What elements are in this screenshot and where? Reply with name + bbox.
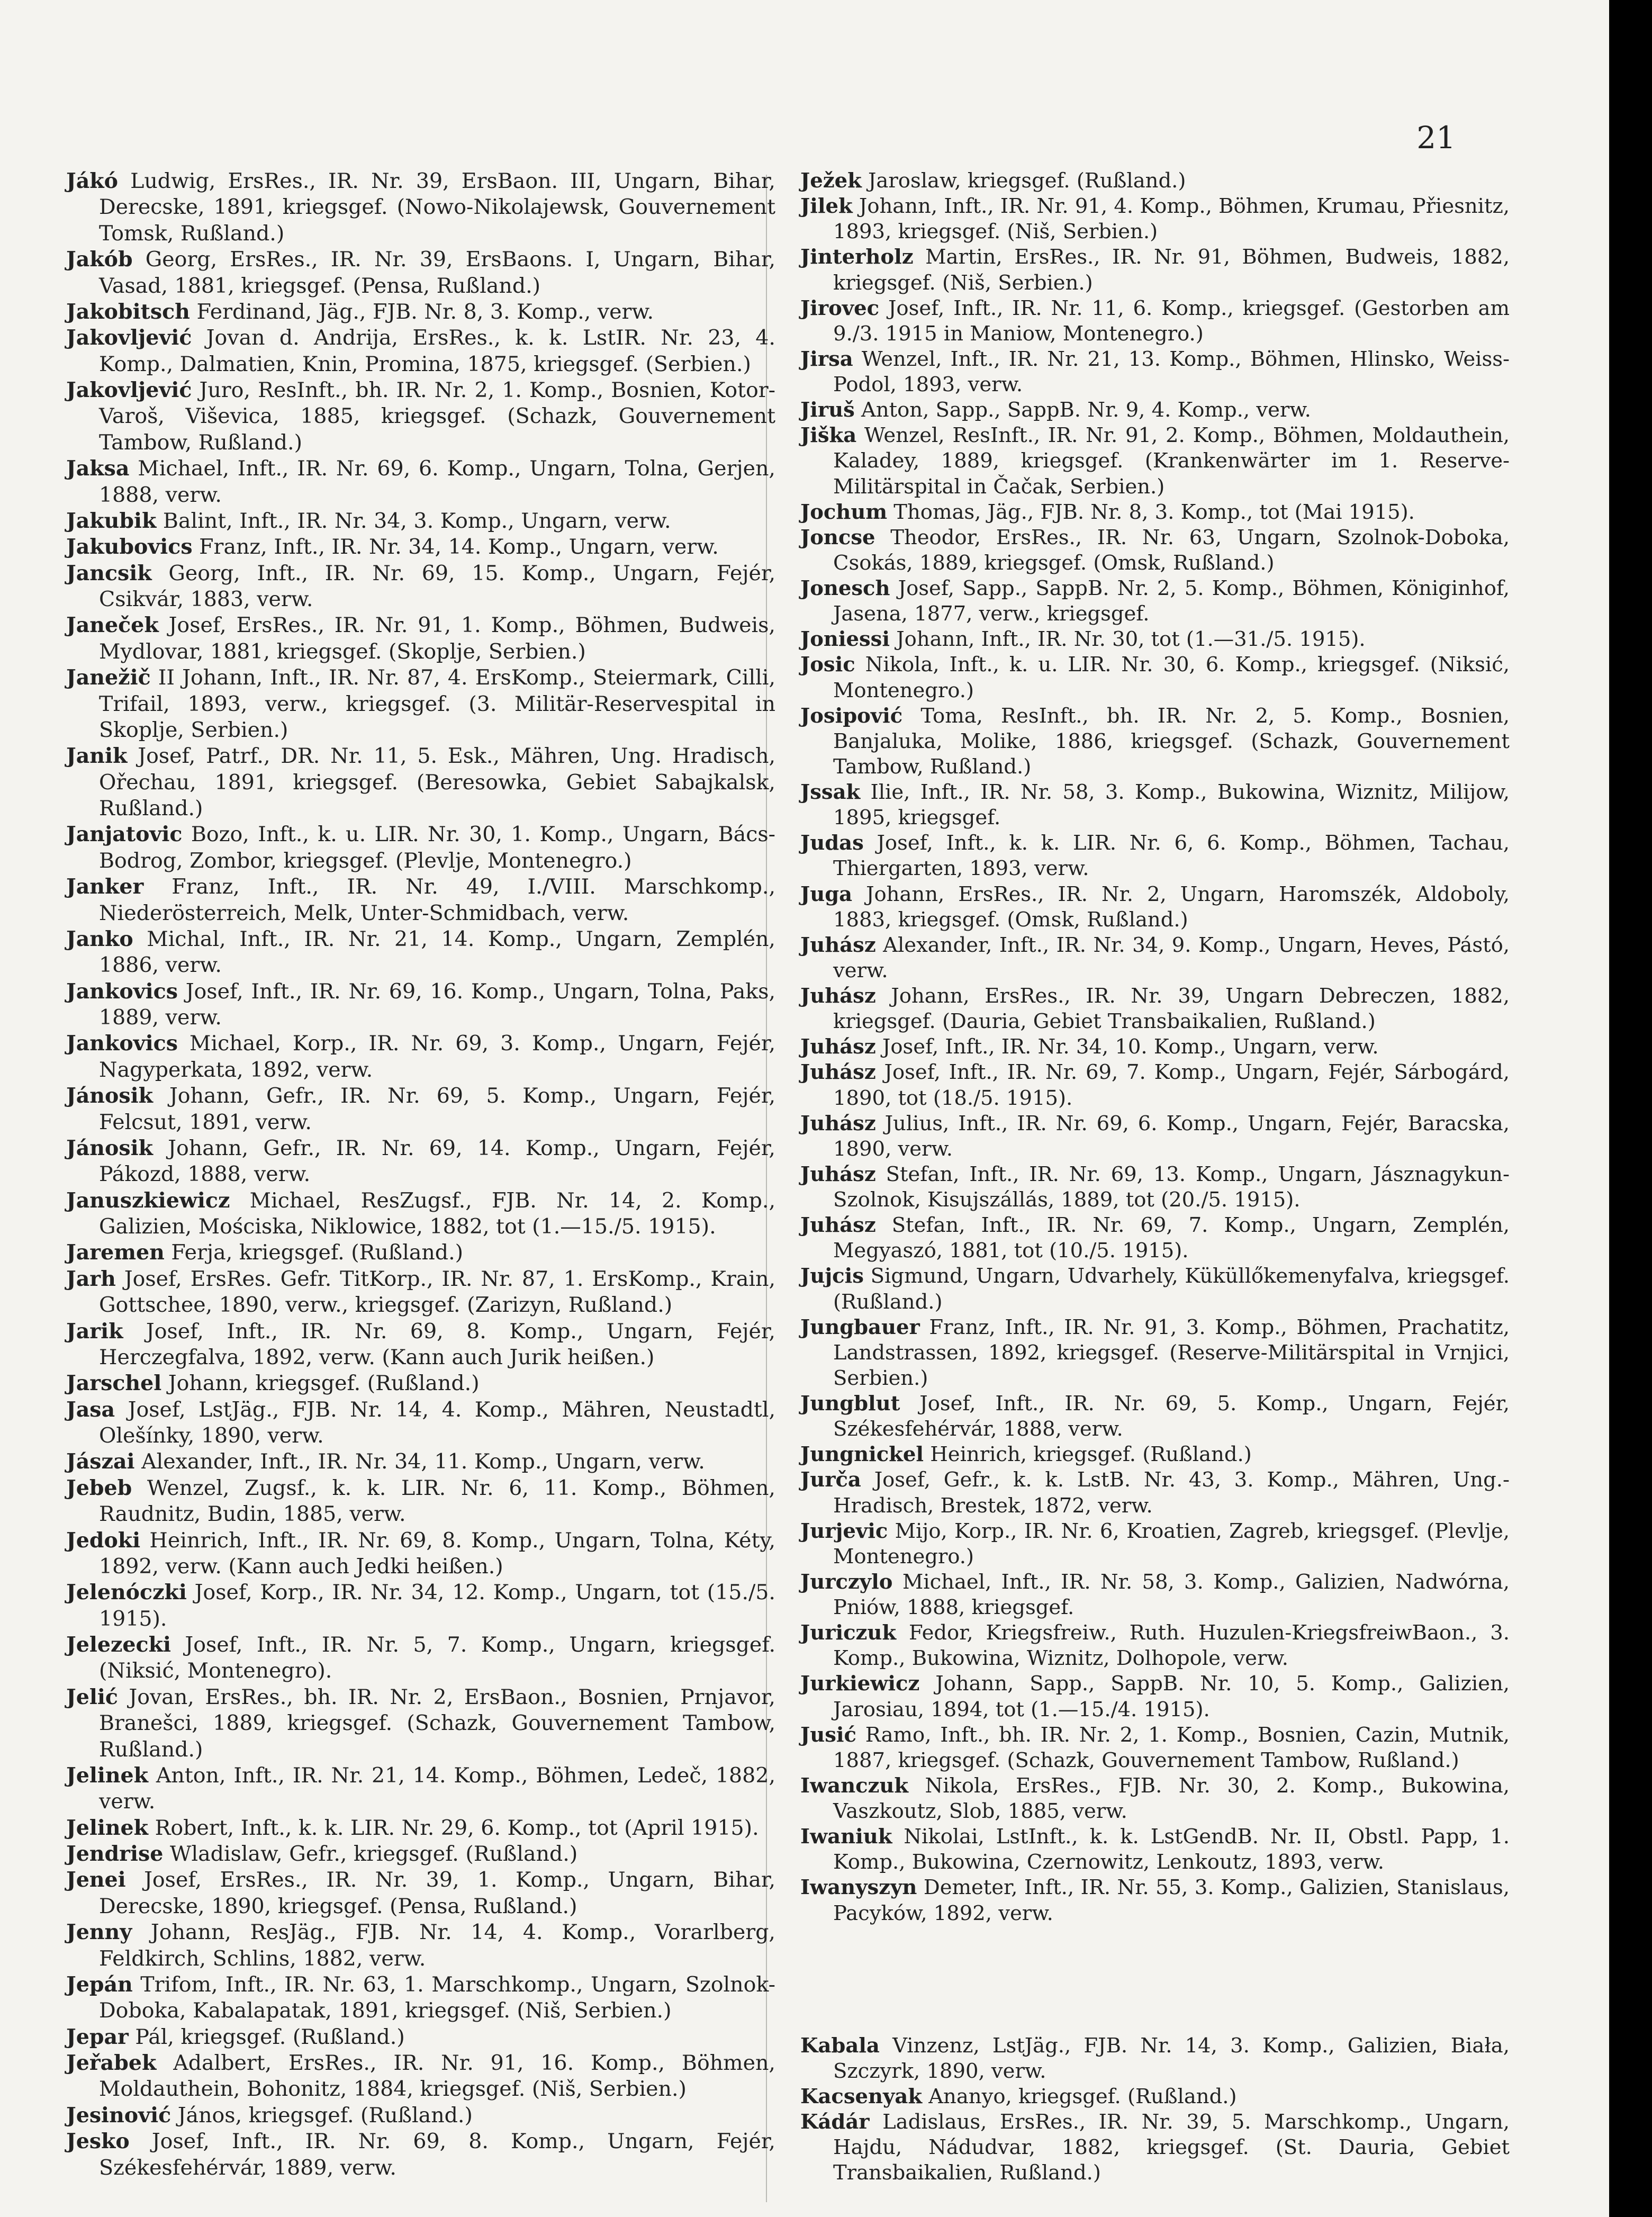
- register-entry: [66, 1475, 775, 1528]
- register-entry: [66, 1240, 775, 1266]
- register-entry: [66, 2050, 775, 2103]
- entry-details: Heinrich, Inft., IR. Nr. 69, 8. Komp., Ungarn, Tolna, Kéty, 1892, verw. (Kann auch Jedki heißen.): [99, 1528, 775, 1579]
- entry-surname: Jiška: [800, 423, 857, 448]
- entry-surname: Jakubik: [66, 508, 157, 533]
- entry-surname: Ježek: [800, 169, 862, 193]
- entry-surname: Janeček: [66, 613, 159, 638]
- register-entry: [800, 2033, 1510, 2084]
- register-entry: [66, 561, 775, 613]
- register-entry: [66, 325, 775, 377]
- register-entry: [800, 1213, 1510, 1264]
- register-entry: [66, 743, 775, 822]
- entry-details: Julius, Inft., IR. Nr. 69, 6. Komp., Ungarn, Fejér, Baracska, 1890, verw.: [833, 1111, 1510, 1161]
- entry-details: Franz, Inft., IR. Nr. 34, 14. Komp., Ungarn, verw.: [192, 535, 719, 560]
- entry-surname: Janežič: [66, 665, 151, 690]
- entry-surname: Jakubovics: [66, 535, 193, 560]
- entry-details: Robert, Inft., k. k. LIR. Nr. 29, 6. Komp., tot (April 1915).: [148, 1815, 759, 1840]
- entry-surname: Juhász: [800, 1213, 876, 1238]
- entry-details: Jovan, ErsRes., bh. IR. Nr. 2, ErsBaon., Bosnien, Prnjavor, Branešci, 1889, kriegsgef. (Schazk, Gouvernement Tambow, Rußland.): [99, 1684, 775, 1762]
- entry-surname: Jákó: [66, 169, 118, 193]
- entry-surname: Juhász: [800, 984, 876, 1008]
- entry-details: Ilie, Inft., IR. Nr. 58, 3. Komp., Bukowina, Wiznitz, Milijow, 1895, kriegsgef.: [833, 780, 1510, 830]
- register-entry: [66, 874, 775, 926]
- entry-surname: Jarik: [66, 1319, 123, 1344]
- entry-surname: Juhász: [800, 1162, 876, 1186]
- entry-surname: Juhász: [800, 1060, 876, 1085]
- entry-surname: Jankovics: [66, 1031, 178, 1056]
- register-entry: [800, 1111, 1510, 1162]
- entry-details: Ludwig, ErsRes., IR. Nr. 39, ErsBaon. III, Ungarn, Bihar, Derecske, 1891, kriegsgef. (Nowo-Nikolajewsk, Gouvernement Tomsk, Rußland.): [99, 169, 775, 246]
- register-entry: [800, 1034, 1510, 1060]
- entry-details: Michael, Inft., IR. Nr. 69, 6. Komp., Ungarn, Tolna, Gerjen, 1888, verw.: [99, 456, 775, 507]
- entry-surname: Jurczylo: [800, 1570, 893, 1594]
- entry-surname: Juga: [800, 882, 853, 906]
- register-entry: [66, 2024, 775, 2050]
- entry-details: Bozo, Inft., k. u. LIR. Nr. 30, 1. Komp., Ungarn, Bács-Bodrog, Zombor, kriegsgef. (Plevlje, Montenegro.): [99, 822, 775, 873]
- entry-details: Fedor, Kriegsfreiw., Ruth. Huzulen-KriegsfreiwBaon., 3. Komp., Bukowina, Wiznitz, Dolhopole, verw.: [833, 1621, 1510, 1671]
- register-entry: [66, 247, 775, 299]
- entry-surname: Jirovec: [800, 296, 880, 320]
- entry-details: Heinrich, kriegsgef. (Rußland.): [923, 1443, 1252, 1467]
- page-number: 21: [1416, 120, 1456, 156]
- register-entry: [66, 1972, 775, 2024]
- entry-details: Josef, LstJäg., FJB. Nr. 14, 4. Komp., Mähren, Neustadtl, Olešínky, 1890, verw.: [99, 1397, 775, 1448]
- entry-surname: Jilek: [800, 194, 853, 219]
- entry-surname: Jelinek: [66, 1815, 149, 1840]
- scan-border: [1609, 0, 1652, 2217]
- entry-group-j: [800, 168, 1510, 1926]
- entry-surname: Jenny: [66, 1920, 132, 1945]
- register-entry: [800, 1570, 1510, 1620]
- register-entry: [66, 1867, 775, 1919]
- register-entry: [66, 926, 775, 979]
- entry-details: Balint, Inft., IR. Nr. 34, 3. Komp., Ungarn, verw.: [156, 508, 671, 533]
- register-entry: [800, 500, 1510, 525]
- entry-details: Stefan, Inft., IR. Nr. 69, 13. Komp., Ungarn, Jásznagykun-Szolnok, Kisujszállás, 1889, tot (20./5. 1915).: [833, 1162, 1510, 1212]
- entry-details: Wenzel, Zugsf., k. k. LIR. Nr. 6, 11. Komp., Böhmen, Raudnitz, Budin, 1885, verw.: [99, 1475, 775, 1527]
- register-entry: [800, 1875, 1510, 1926]
- entry-surname: Januszkiewicz: [66, 1188, 230, 1213]
- entry-surname: Juhász: [800, 933, 876, 957]
- entry-surname: Jurkiewicz: [800, 1672, 920, 1696]
- entry-surname: Jánosik: [66, 1084, 153, 1108]
- entry-details: Wenzel, Inft., IR. Nr. 21, 13. Komp., Böhmen, Hlinsko, Weiss-Podol, 1893, verw.: [833, 347, 1510, 396]
- register-entry: [800, 1315, 1510, 1391]
- entry-details: Johann, kriegsgef. (Rußland.): [161, 1371, 480, 1396]
- register-entry: [66, 665, 775, 743]
- entry-surname: Jasa: [66, 1397, 115, 1422]
- entry-surname: Kacsenyak: [800, 2084, 923, 2108]
- entry-details: Josef, ErsRes. Gefr. TitKorp., IR. Nr. 87, 1. ErsKomp., Krain, Gottschee, 1890, verw., kriegsgef. (Zarizyn, Rußland.): [99, 1266, 775, 1318]
- register-entry: [66, 534, 775, 560]
- entry-surname: Iwaniuk: [800, 1825, 892, 1849]
- register-entry: [800, 627, 1510, 652]
- entry-surname: Janko: [66, 926, 133, 951]
- register-entry: [66, 1528, 775, 1580]
- entry-surname: Jaksa: [66, 456, 130, 481]
- register-entry: [66, 1815, 775, 1841]
- entry-details: Johann, Gefr., IR. Nr. 69, 5. Komp., Ungarn, Fejér, Felcsut, 1891, verw.: [99, 1084, 775, 1134]
- entry-details: Martin, ErsRes., IR. Nr. 91, Böhmen, Budweis, 1882, kriegsgef. (Niš, Serbien.): [833, 245, 1510, 295]
- register-entry: [800, 1391, 1510, 1442]
- register-entry: [800, 704, 1510, 780]
- entry-details: Ferdinand, Jäg., FJB. Nr. 8, 3. Komp., verw.: [189, 299, 654, 324]
- register-entry: [800, 398, 1510, 423]
- entry-details: Johann, Inft., IR. Nr. 91, 4. Komp., Böhmen, Krumau, Přiesnitz, 1893, kriegsgef. (Niš, Serbien.): [833, 194, 1510, 244]
- register-entry: [66, 1580, 775, 1632]
- entry-details: Johann, Inft., IR. Nr. 30, tot (1.—31./5. 1915).: [889, 627, 1366, 652]
- entry-details: Demeter, Inft., IR. Nr. 55, 3. Komp., Galizien, Stanislaus, Pacyków, 1892, verw.: [833, 1876, 1510, 1925]
- register-entry: [800, 1162, 1510, 1213]
- register-entry: [800, 2084, 1510, 2110]
- entry-details: Stefan, Inft., IR. Nr. 69, 7. Komp., Ungarn, Zemplén, Megyaszó, 1881, tot (10./5. 1915).: [833, 1213, 1510, 1263]
- entry-surname: Jaremen: [66, 1240, 165, 1265]
- register-entry: [800, 1671, 1510, 1722]
- entry-details: II Johann, Inft., IR. Nr. 87, 4. ErsKomp., Steiermark, Cilli, Trifail, 1893, verw., kriegsgef. (3. Militär-Reservespital in Skoplje, Serbien.): [99, 665, 775, 742]
- entry-details: Josef, Inft., IR. Nr. 34, 10. Komp., Ungarn, verw.: [875, 1035, 1379, 1059]
- entry-details: Nikola, ErsRes., FJB. Nr. 30, 2. Komp., Bukowina, Vaszkoutz, Slob, 1885, verw.: [833, 1773, 1510, 1823]
- entry-details: Pál, kriegsgef. (Rußland.): [128, 2024, 405, 2049]
- register-entry: [66, 1031, 775, 1083]
- entry-surname: Janjatovic: [66, 822, 183, 847]
- entry-surname: Jancsik: [66, 561, 152, 585]
- entry-details: Josef, Inft., IR. Nr. 69, 8. Komp., Ungarn, Fejér, Herczegfalva, 1892, verw. (Kann auch Jurik heißen.): [99, 1319, 775, 1369]
- register-entry: [66, 1684, 775, 1763]
- entry-details: Nikolai, LstInft., k. k. LstGendB. Nr. II, Obstl. Papp, 1. Komp., Bukowina, Czernowitz, Lenkoutz, 1893, verw.: [833, 1825, 1510, 1874]
- entry-surname: Jirsa: [800, 347, 853, 371]
- entry-surname: Jesko: [66, 2129, 130, 2154]
- entry-surname: Jelenóczki: [66, 1580, 187, 1605]
- entry-surname: Juhász: [800, 1035, 876, 1059]
- register-entry: [66, 377, 775, 456]
- register-entry: [66, 1449, 775, 1475]
- entry-surname: Judas: [800, 831, 864, 855]
- entry-details: Georg, ErsRes., IR. Nr. 39, ErsBaons. I, Ungarn, Bihar, Vasad, 1881, kriegsgef. (Pensa, Rußland.): [99, 247, 775, 298]
- entry-surname: Jenei: [66, 1868, 126, 1892]
- entry-details: Vinzenz, LstJäg., FJB. Nr. 14, 3. Komp., Galizien, Biała, Szczyrk, 1890, verw.: [833, 2033, 1510, 2083]
- entry-details: Theodor, ErsRes., IR. Nr. 63, Ungarn, Szolnok-Doboka, Csokás, 1889, kriegsgef. (Omsk, Rußland.): [833, 525, 1510, 575]
- entry-surname: Jinterholz: [800, 245, 914, 269]
- register-entry: [800, 296, 1510, 347]
- register-entry: [66, 2129, 775, 2181]
- register-entry: [66, 1632, 775, 1684]
- entry-surname: Kabala: [800, 2033, 880, 2058]
- register-entry: [66, 1083, 775, 1135]
- register-entry: [800, 1773, 1510, 1824]
- entry-surname: Jungbauer: [800, 1315, 920, 1339]
- entry-details: Georg, Inft., IR. Nr. 69, 15. Komp., Ungarn, Fejér, Csikvár, 1883, verw.: [99, 561, 775, 611]
- entry-details: Josef, Inft., k. k. LIR. Nr. 6, 6. Komp., Böhmen, Tachau, Thiergarten, 1893, verw.: [833, 831, 1510, 881]
- entry-surname: Jelinek: [66, 1763, 149, 1788]
- register-entry: [800, 525, 1510, 576]
- entry-details: Trifom, Inft., IR. Nr. 63, 1. Marschkomp., Ungarn, Szolnok-Doboka, Kabalapatak, 1891, kriegsgef. (Niš, Serbien.): [99, 1972, 775, 2023]
- register-entry: [66, 1319, 775, 1371]
- register-entry: [66, 1841, 775, 1867]
- register-entry: [66, 456, 775, 508]
- section-gap: [800, 1926, 1510, 2033]
- register-entry: [66, 168, 775, 247]
- register-entry: [800, 831, 1510, 881]
- register-entry: [800, 1519, 1510, 1570]
- entry-surname: Jarh: [66, 1266, 116, 1291]
- entry-details: Juro, ResInft., bh. IR. Nr. 2, 1. Komp., Bosnien, Kotor-Varoš, Viševica, 1885, kriegsgef. (Schazk, Gouvernement Tambow, Rußland.): [99, 378, 775, 455]
- entry-surname: Jochum: [800, 500, 888, 524]
- entry-details: Nikola, Inft., k. u. LIR. Nr. 30, 6. Komp., kriegsgef. (Niksić, Montenegro.): [833, 653, 1510, 702]
- entry-details: Anton, Inft., IR. Nr. 21, 14. Komp., Böhmen, Ledeč, 1882, verw.: [99, 1763, 775, 1814]
- entry-surname: Jujcis: [800, 1264, 864, 1288]
- entry-details: Thomas, Jäg., FJB. Nr. 8, 3. Komp., tot (Mai 1915).: [887, 500, 1415, 524]
- entry-surname: Jusić: [800, 1723, 856, 1747]
- entry-details: Alexander, Inft., IR. Nr. 34, 9. Komp., Ungarn, Heves, Pástó, verw.: [833, 933, 1510, 983]
- entry-surname: Jarschel: [66, 1371, 162, 1396]
- entry-details: Wladislaw, Gefr., kriegsgef. (Rußland.): [163, 1842, 578, 1866]
- entry-details: Franz, Inft., IR. Nr. 49, I./VIII. Marschkomp., Niederösterreich, Melk, Unter-Schmidbach, verw.: [99, 875, 775, 925]
- entry-surname: Jankovics: [66, 979, 178, 1004]
- register-entry: [800, 423, 1510, 499]
- entry-surname: Jiruš: [800, 398, 855, 422]
- entry-details: Sigmund, Ungarn, Udvarhely, Küküllőkemenyfalva, kriegsgef. (Rußland.): [833, 1264, 1510, 1314]
- entry-details: Ananyo, kriegsgef. (Rußland.): [922, 2084, 1237, 2108]
- entry-details: Josef, Inft., IR. Nr. 5, 7. Komp., Ungarn, kriegsgef. (Niksić, Montenegro).: [99, 1633, 775, 1683]
- entry-surname: Jepar: [66, 2024, 129, 2049]
- register-entry: [66, 2103, 775, 2129]
- entry-details: Michael, Inft., IR. Nr. 58, 3. Komp., Galizien, Nadwórna, Pniów, 1888, kriegsgef.: [833, 1570, 1510, 1619]
- entry-surname: Josic: [800, 653, 855, 677]
- entry-surname: Juhász: [800, 1111, 876, 1135]
- register-entry: [66, 612, 775, 665]
- entry-surname: Jungnickel: [800, 1443, 924, 1467]
- entry-details: Josef, Inft., IR. Nr. 69, 8. Komp., Ungarn, Fejér, Székesfehérvár, 1889, verw.: [99, 2129, 775, 2180]
- entry-details: Toma, ResInft., bh. IR. Nr. 2, 5. Komp., Bosnien, Banjaluka, Molike, 1886, kriegsgef. (Schazk, Gouvernement Tambow, Rußland.): [833, 704, 1510, 779]
- entry-surname: Jendrise: [66, 1842, 164, 1866]
- register-entry: [66, 1763, 775, 1815]
- register-entry: [66, 1397, 775, 1449]
- register-entry: [66, 299, 775, 325]
- register-entry: [800, 780, 1510, 831]
- entry-surname: Jepán: [66, 1972, 133, 1997]
- register-entry: [66, 822, 775, 874]
- entry-surname: Janik: [66, 744, 128, 769]
- entry-details: Alexander, Inft., IR. Nr. 34, 11. Komp., Ungarn, verw.: [134, 1449, 705, 1474]
- entry-details: Ramo, Inft., bh. IR. Nr. 2, 1. Komp., Bosnien, Cazin, Mutnik, 1887, kriegsgef. (Schazk, Gouvernement Tambow, Rußland.): [833, 1723, 1510, 1772]
- entry-surname: Jssak: [800, 780, 861, 804]
- register-entry: [800, 984, 1510, 1034]
- entry-details: Anton, Sapp., SappB. Nr. 9, 4. Komp., verw.: [854, 398, 1311, 422]
- entry-surname: Jesinović: [66, 2103, 171, 2128]
- entry-surname: Joncse: [800, 525, 875, 549]
- entry-details: Wenzel, ResInft., IR. Nr. 91, 2. Komp., Böhmen, Moldauthein, Kaladey, 1889, kriegsgef. (Krankenwärter im 1. Reserve-Militärspital in Čačak, Serbien.): [833, 423, 1510, 499]
- entry-surname: Jakobitsch: [66, 299, 190, 324]
- register-entry: [66, 1371, 775, 1396]
- entry-details: Michal, Inft., IR. Nr. 21, 14. Komp., Ungarn, Zemplén, 1886, verw.: [99, 926, 775, 978]
- entry-surname: Jonesch: [800, 576, 890, 600]
- register-entry: [800, 882, 1510, 933]
- entry-details: Josef, Sapp., SappB. Nr. 2, 5. Komp., Böhmen, Königinhof, Jasena, 1877, verw., kriegsgef.: [833, 576, 1510, 626]
- entry-surname: Jedoki: [66, 1528, 141, 1553]
- entry-details: Josef, Gefr., k. k. LstB. Nr. 43, 3. Komp., Mähren, Ung.-Hradisch, Brestek, 1872, verw.: [833, 1468, 1510, 1518]
- register-entry: [66, 508, 775, 534]
- register-entry: [800, 1824, 1510, 1875]
- entry-details: Josef, Inft., IR. Nr. 69, 5. Komp., Ungarn, Fejér, Székesfehérvár, 1888, verw.: [833, 1392, 1510, 1441]
- entry-surname: Jászai: [66, 1449, 135, 1474]
- register-entry: [800, 245, 1510, 295]
- entry-details: Josef, Korp., IR. Nr. 34, 12. Komp., Ungarn, tot (15./5. 1915).: [99, 1580, 775, 1631]
- register-entry: [66, 1135, 775, 1188]
- entry-surname: Jakób: [66, 247, 133, 272]
- entry-surname: Jelić: [66, 1684, 118, 1709]
- entry-details: Franz, Inft., IR. Nr. 91, 3. Komp., Böhmen, Prachatitz, Landstrassen, 1892, kriegsgef. (Reserve-Militärspital in Vrnjici, Serbien.): [833, 1315, 1510, 1390]
- entry-details: Johann, ErsRes., IR. Nr. 2, Ungarn, Haromszék, Aldoboly, 1883, kriegsgef. (Omsk, Rußland.): [833, 882, 1510, 932]
- entry-details: Josef, Inft., IR. Nr. 11, 6. Komp., kriegsgef. (Gestorben am 9./3. 1915 in Maniow, Montenegro.): [833, 296, 1510, 346]
- entry-details: Josef, ErsRes., IR. Nr. 91, 1. Komp., Böhmen, Budweis, Mydlovar, 1881, kriegsgef. (Skoplje, Serbien.): [99, 613, 775, 664]
- entry-details: Josef, Patrf., DR. Nr. 11, 5. Esk., Mähren, Ung. Hradisch, Ořechau, 1891, kriegsgef. (Beresowka, Gebiet Sabajkalsk, Rußland.): [99, 744, 775, 821]
- entry-details: Ladislaus, ErsRes., IR. Nr. 39, 5. Marschkomp., Ungarn, Hajdu, Nádudvar, 1882, kriegsgef. (St. Dauria, Gebiet Transbaikalien, Rußland.): [833, 2110, 1510, 2185]
- entry-details: Josef, Inft., IR. Nr. 69, 7. Komp., Ungarn, Fejér, Sárbogárd, 1890, tot (18./5. 1915).: [833, 1060, 1510, 1110]
- entry-surname: Jelezecki: [66, 1633, 171, 1657]
- register-entry: [66, 1919, 775, 1972]
- entry-surname: Janker: [66, 875, 144, 899]
- register-entry: [800, 652, 1510, 703]
- register-entry: [800, 347, 1510, 398]
- register-entry: [800, 933, 1510, 984]
- register-entry: [800, 1264, 1510, 1314]
- entry-surname: Kádár: [800, 2110, 870, 2134]
- entry-details: Josef, Inft., IR. Nr. 69, 16. Komp., Ungarn, Tolna, Paks, 1889, verw.: [99, 979, 775, 1030]
- entry-surname: Jánosik: [66, 1135, 153, 1160]
- left-column: [66, 168, 775, 2181]
- entry-details: Mijo, Korp., IR. Nr. 6, Kroatien, Zagreb, kriegsgef. (Plevlje, Montenegro.): [833, 1519, 1510, 1569]
- register-entry: [66, 1188, 775, 1240]
- entry-surname: Jungblut: [800, 1392, 900, 1416]
- register-entry: [800, 1467, 1510, 1518]
- register-entry: [800, 1723, 1510, 1773]
- entry-surname: Jakovljević: [66, 326, 192, 350]
- entry-surname: Jeřabek: [66, 2051, 157, 2075]
- entry-details: Johann, Gefr., IR. Nr. 69, 14. Komp., Ungarn, Fejér, Pákozd, 1888, verw.: [99, 1135, 775, 1187]
- register-entry: [800, 2110, 1510, 2186]
- register-entry: [66, 979, 775, 1031]
- register-entry: [800, 576, 1510, 627]
- register-entry: [800, 1442, 1510, 1467]
- entry-details: Michael, ResZugsf., FJB. Nr. 14, 2. Komp., Galizien, Mościska, Niklowice, 1882, tot (1.—15./5. 1915).: [99, 1188, 775, 1239]
- entry-surname: Jurča: [800, 1468, 861, 1492]
- entry-surname: Jurjevic: [800, 1519, 888, 1543]
- entry-surname: Joniessi: [800, 627, 890, 652]
- entry-surname: Juriczuk: [800, 1621, 897, 1645]
- entry-details: Johann, ErsRes., IR. Nr. 39, Ungarn Debreczen, 1882, kriegsgef. (Dauria, Gebiet Transbaikalien, Rußland.): [833, 984, 1510, 1034]
- right-column: [800, 168, 1510, 2186]
- entry-surname: Iwanczuk: [800, 1773, 909, 1798]
- entry-details: Jovan d. Andrija, ErsRes., k. k. LstIR. Nr. 23, 4. Komp., Dalmatien, Knin, Promina, 1875, kriegsgef. (Serbien.): [99, 326, 775, 376]
- entry-details: Michael, Korp., IR. Nr. 69, 3. Komp., Ungarn, Fejér, Nagyperkata, 1892, verw.: [99, 1031, 775, 1082]
- entry-details: János, kriegsgef. (Rußland.): [171, 2103, 473, 2128]
- entry-surname: Iwanyszyn: [800, 1876, 917, 1900]
- entry-details: Josef, ErsRes., IR. Nr. 39, 1. Komp., Ungarn, Bihar, Derecske, 1890, kriegsgef. (Pensa, Rußland.): [99, 1868, 775, 1918]
- register-entry: [66, 1266, 775, 1319]
- entry-details: Johann, Sapp., SappB. Nr. 10, 5. Komp., Galizien, Jarosiau, 1894, tot (1.—15./4. 1915).: [833, 1672, 1510, 1722]
- entry-details: Adalbert, ErsRes., IR. Nr. 91, 16. Komp., Böhmen, Moldauthein, Bohonitz, 1884, kriegsgef. (Niš, Serbien.): [99, 2051, 775, 2102]
- register-entry: [800, 194, 1510, 245]
- entry-surname: Jebeb: [66, 1475, 132, 1500]
- entry-details: Ferja, kriegsgef. (Rußland.): [164, 1240, 464, 1265]
- entry-details: Jaroslaw, kriegsgef. (Rußland.): [861, 169, 1186, 193]
- entry-details: Johann, ResJäg., FJB. Nr. 14, 4. Komp., Vorarlberg, Feldkirch, Schlins, 1882, verw.: [99, 1920, 775, 1971]
- register-entry: [800, 1620, 1510, 1671]
- register-entry: [800, 1060, 1510, 1111]
- entry-group-k: [800, 2033, 1510, 2186]
- register-entry: [800, 168, 1510, 194]
- entry-surname: Josipović: [800, 704, 903, 728]
- entry-surname: Jakovljević: [66, 378, 192, 402]
